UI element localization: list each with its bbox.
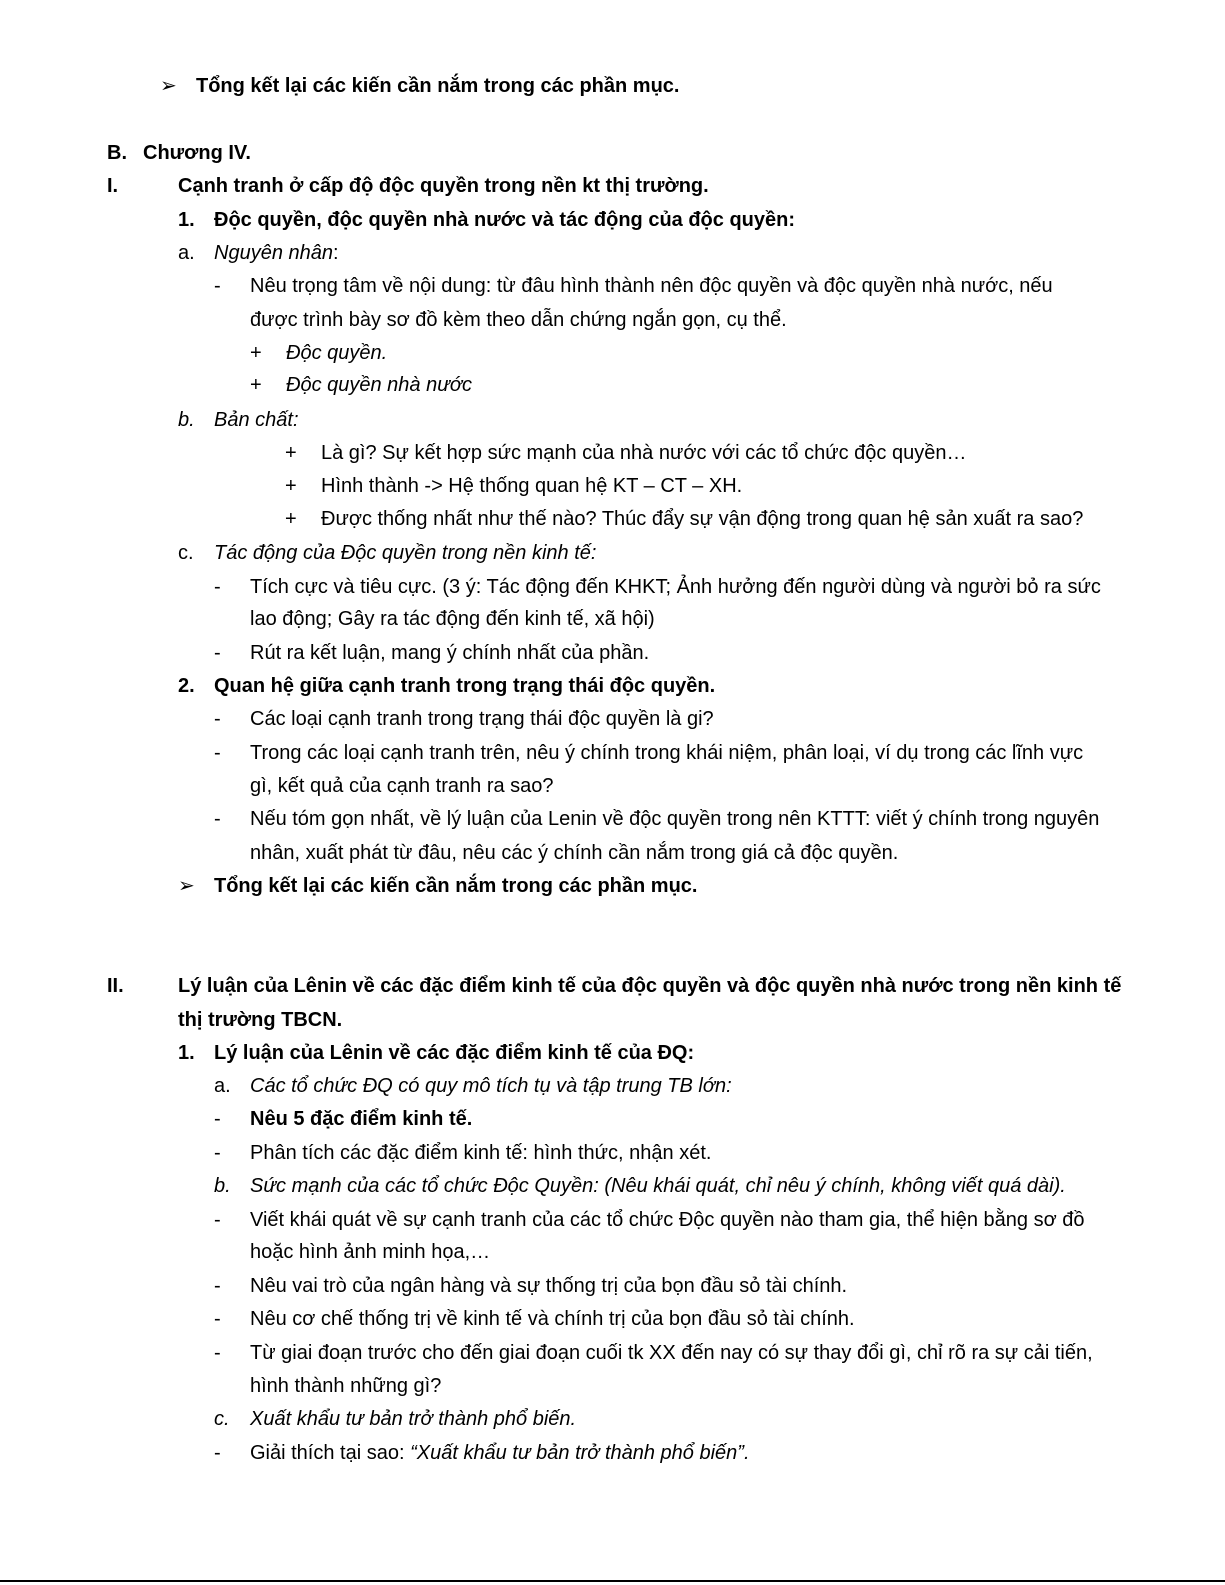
part2-title-line2: thị trường TBCN. (178, 1009, 343, 1031)
part1-item1-marker: 1. (178, 209, 195, 231)
part1-summary: Tổng kết lại các kiến cần nắm trong các phần mục. (214, 875, 698, 897)
part2-a-bullet1: Nêu 5 đặc điểm kinh tế. (250, 1108, 473, 1130)
dash-bullet-icon: - (214, 275, 221, 297)
dash-bullet-icon: - (214, 1142, 221, 1164)
item2-bullet2-line2: gì, kết quả của cạnh tranh ra sao? (250, 775, 554, 797)
dash-bullet-icon: - (214, 808, 221, 830)
part2-b-bullet1-line2: hoặc hình ảnh minh họa,… (250, 1241, 491, 1263)
part2-a-marker: a. (214, 1075, 231, 1097)
dash-bullet-icon: - (214, 642, 221, 664)
item1-c-bullet2: Rút ra kết luận, mang ý chính nhất của phần. (250, 642, 650, 664)
arrow-bullet-icon: ➢ (160, 75, 177, 97)
part2-b-marker: b. (214, 1175, 231, 1197)
part2-b-bullet3: Nêu cơ chế thống trị về kinh tế và chính trị của bọn đầu sỏ tài chính. (250, 1308, 855, 1330)
dash-bullet-icon: - (214, 708, 221, 730)
dash-bullet-icon: - (214, 1275, 221, 1297)
item1-a-plus1: Độc quyền. (286, 342, 388, 364)
part2-c-marker: c. (214, 1408, 230, 1430)
item2-bullet1: Các loại cạnh tranh trong trạng thái độc quyền là gi? (250, 708, 714, 730)
page-bottom-rule (0, 1580, 1225, 1582)
item1-a-bullet1-line2: được trình bày sơ đồ kèm theo dẫn chứng ngắn gọn, cụ thể. (250, 309, 787, 331)
dash-bullet-icon: - (214, 1308, 221, 1330)
item2-bullet3-line2: nhân, xuất phát từ đâu, nêu các ý chính cần nắm trong giá cả độc quyền. (250, 842, 899, 864)
arrow-bullet-icon: ➢ (178, 875, 195, 897)
item2-bullet3-line1: Nếu tóm gọn nhất, về lý luận của Lenin về độc quyền trong nên KTTT: viết ý chính trong nguyên (250, 808, 1100, 830)
dash-bullet-icon: - (214, 742, 221, 764)
part2-b-title: Sức mạnh của các tổ chức Độc Quyền: (Nêu khái quát, chỉ nêu ý chính, không viết quá dài). (250, 1175, 1066, 1197)
item1-b-title: Bản chất: (214, 409, 299, 431)
part2-marker: II. (107, 975, 124, 997)
part2-c-bullet1 (250, 1440, 750, 1466)
dash-bullet-icon: - (214, 1209, 221, 1231)
item1-c-bullet1-line1: Tích cực và tiêu cực. (3 ý: Tác động đến KHKT; Ảnh hưởng đến người dùng và người bỏ ra sức (250, 576, 1101, 598)
item1-b-plus2: Hình thành -> Hệ thống quan hệ KT – CT – XH. (321, 475, 743, 497)
part2-b-bullet4-line2: hình thành những gì? (250, 1375, 442, 1397)
part1-item1-title: Độc quyền, độc quyền nhà nước và tác động của độc quyền: (214, 209, 796, 231)
item2-bullet2-line1: Trong các loại cạnh tranh trên, nêu ý chính trong khái niệm, phân loại, ví dụ trong các lĩnh vực (250, 742, 1084, 764)
item1-b-marker: b. (178, 409, 195, 431)
plus-bullet-icon: + (285, 475, 297, 497)
item1-b-plus3: Được thống nhất như thế nào? Thúc đẩy sự vận động trong quan hệ sản xuất ra sao? (321, 508, 1084, 530)
part2-item1-marker: 1. (178, 1042, 195, 1064)
part2-b-bullet2: Nêu vai trò của ngân hàng và sự thống trị của bọn đầu sỏ tài chính. (250, 1275, 848, 1297)
dash-bullet-icon: - (214, 1342, 221, 1364)
item1-a-marker: a. (178, 242, 195, 264)
dash-bullet-icon: - (214, 576, 221, 598)
part2-title-line1: Lý luận của Lênin về các đặc điểm kinh tế của độc quyền và độc quyền nhà nước trong nền kinh tế (178, 975, 1122, 997)
dash-bullet-icon: - (214, 1442, 221, 1464)
top-summary: Tổng kết lại các kiến cần nắm trong các phần mục. (196, 75, 680, 97)
part2-a-title: Các tổ chức ĐQ có quy mô tích tụ và tập trung TB lớn: (250, 1075, 732, 1097)
part2-a-bullet2: Phân tích các đặc điểm kinh tế: hình thức, nhận xét. (250, 1142, 712, 1164)
item1-c-bullet1-line2: lao động; Gây ra tác động đến kinh tế, xã hội) (250, 608, 655, 630)
item1-a-title-wrap (214, 240, 339, 266)
part2-c-bullet1-quote: “Xuất khẩu tư bản trở thành phổ biến”. (410, 1442, 750, 1464)
part1-item2-marker: 2. (178, 675, 195, 697)
part2-b-bullet4-line1: Từ giai đoạn trước cho đến giai đoạn cuối tk XX đến nay có sự thay đổi gì, chỉ rõ ra sự cải tiến, (250, 1342, 1093, 1364)
part1-marker: I. (107, 175, 119, 197)
item1-a-title: Nguyên nhân (214, 242, 333, 264)
item1-a-plus2: Độc quyền nhà nước (286, 374, 472, 396)
part1-item2-title: Quan hệ giữa cạnh tranh trong trạng thái độc quyền. (214, 675, 716, 697)
part2-item1-title: Lý luận của Lênin về các đặc điểm kinh tế của ĐQ: (214, 1042, 695, 1064)
section-b-marker: B. (107, 142, 127, 164)
part2-c-title: Xuất khẩu tư bản trở thành phổ biến. (250, 1408, 577, 1430)
plus-bullet-icon: + (250, 342, 262, 364)
plus-bullet-icon: + (285, 442, 297, 464)
item1-c-marker: c. (178, 542, 194, 564)
part1-title: Cạnh tranh ở cấp độ độc quyền trong nền kt thị trường. (178, 175, 709, 197)
item1-a-bullet1-line1: Nêu trọng tâm về nội dung: từ đâu hình thành nên độc quyền và độc quyền nhà nước, nếu (250, 275, 1053, 297)
plus-bullet-icon: + (250, 374, 262, 396)
item1-b-plus1: Là gì? Sự kết hợp sức mạnh của nhà nước với các tổ chức độc quyền… (321, 442, 967, 464)
item1-c-title: Tác động của Độc quyền trong nền kinh tế: (214, 542, 597, 564)
part2-c-bullet1-prefix: Giải thích tại sao: (250, 1442, 411, 1464)
dash-bullet-icon: - (214, 1108, 221, 1130)
plus-bullet-icon: + (285, 508, 297, 530)
item1-a-suffix: : (332, 242, 339, 264)
section-b-title: Chương IV. (143, 142, 251, 164)
part2-b-bullet1-line1: Viết khái quát về sự cạnh tranh của các tổ chức Độc quyền nào tham gia, thể hiện bằng sơ đồ (250, 1209, 1085, 1231)
